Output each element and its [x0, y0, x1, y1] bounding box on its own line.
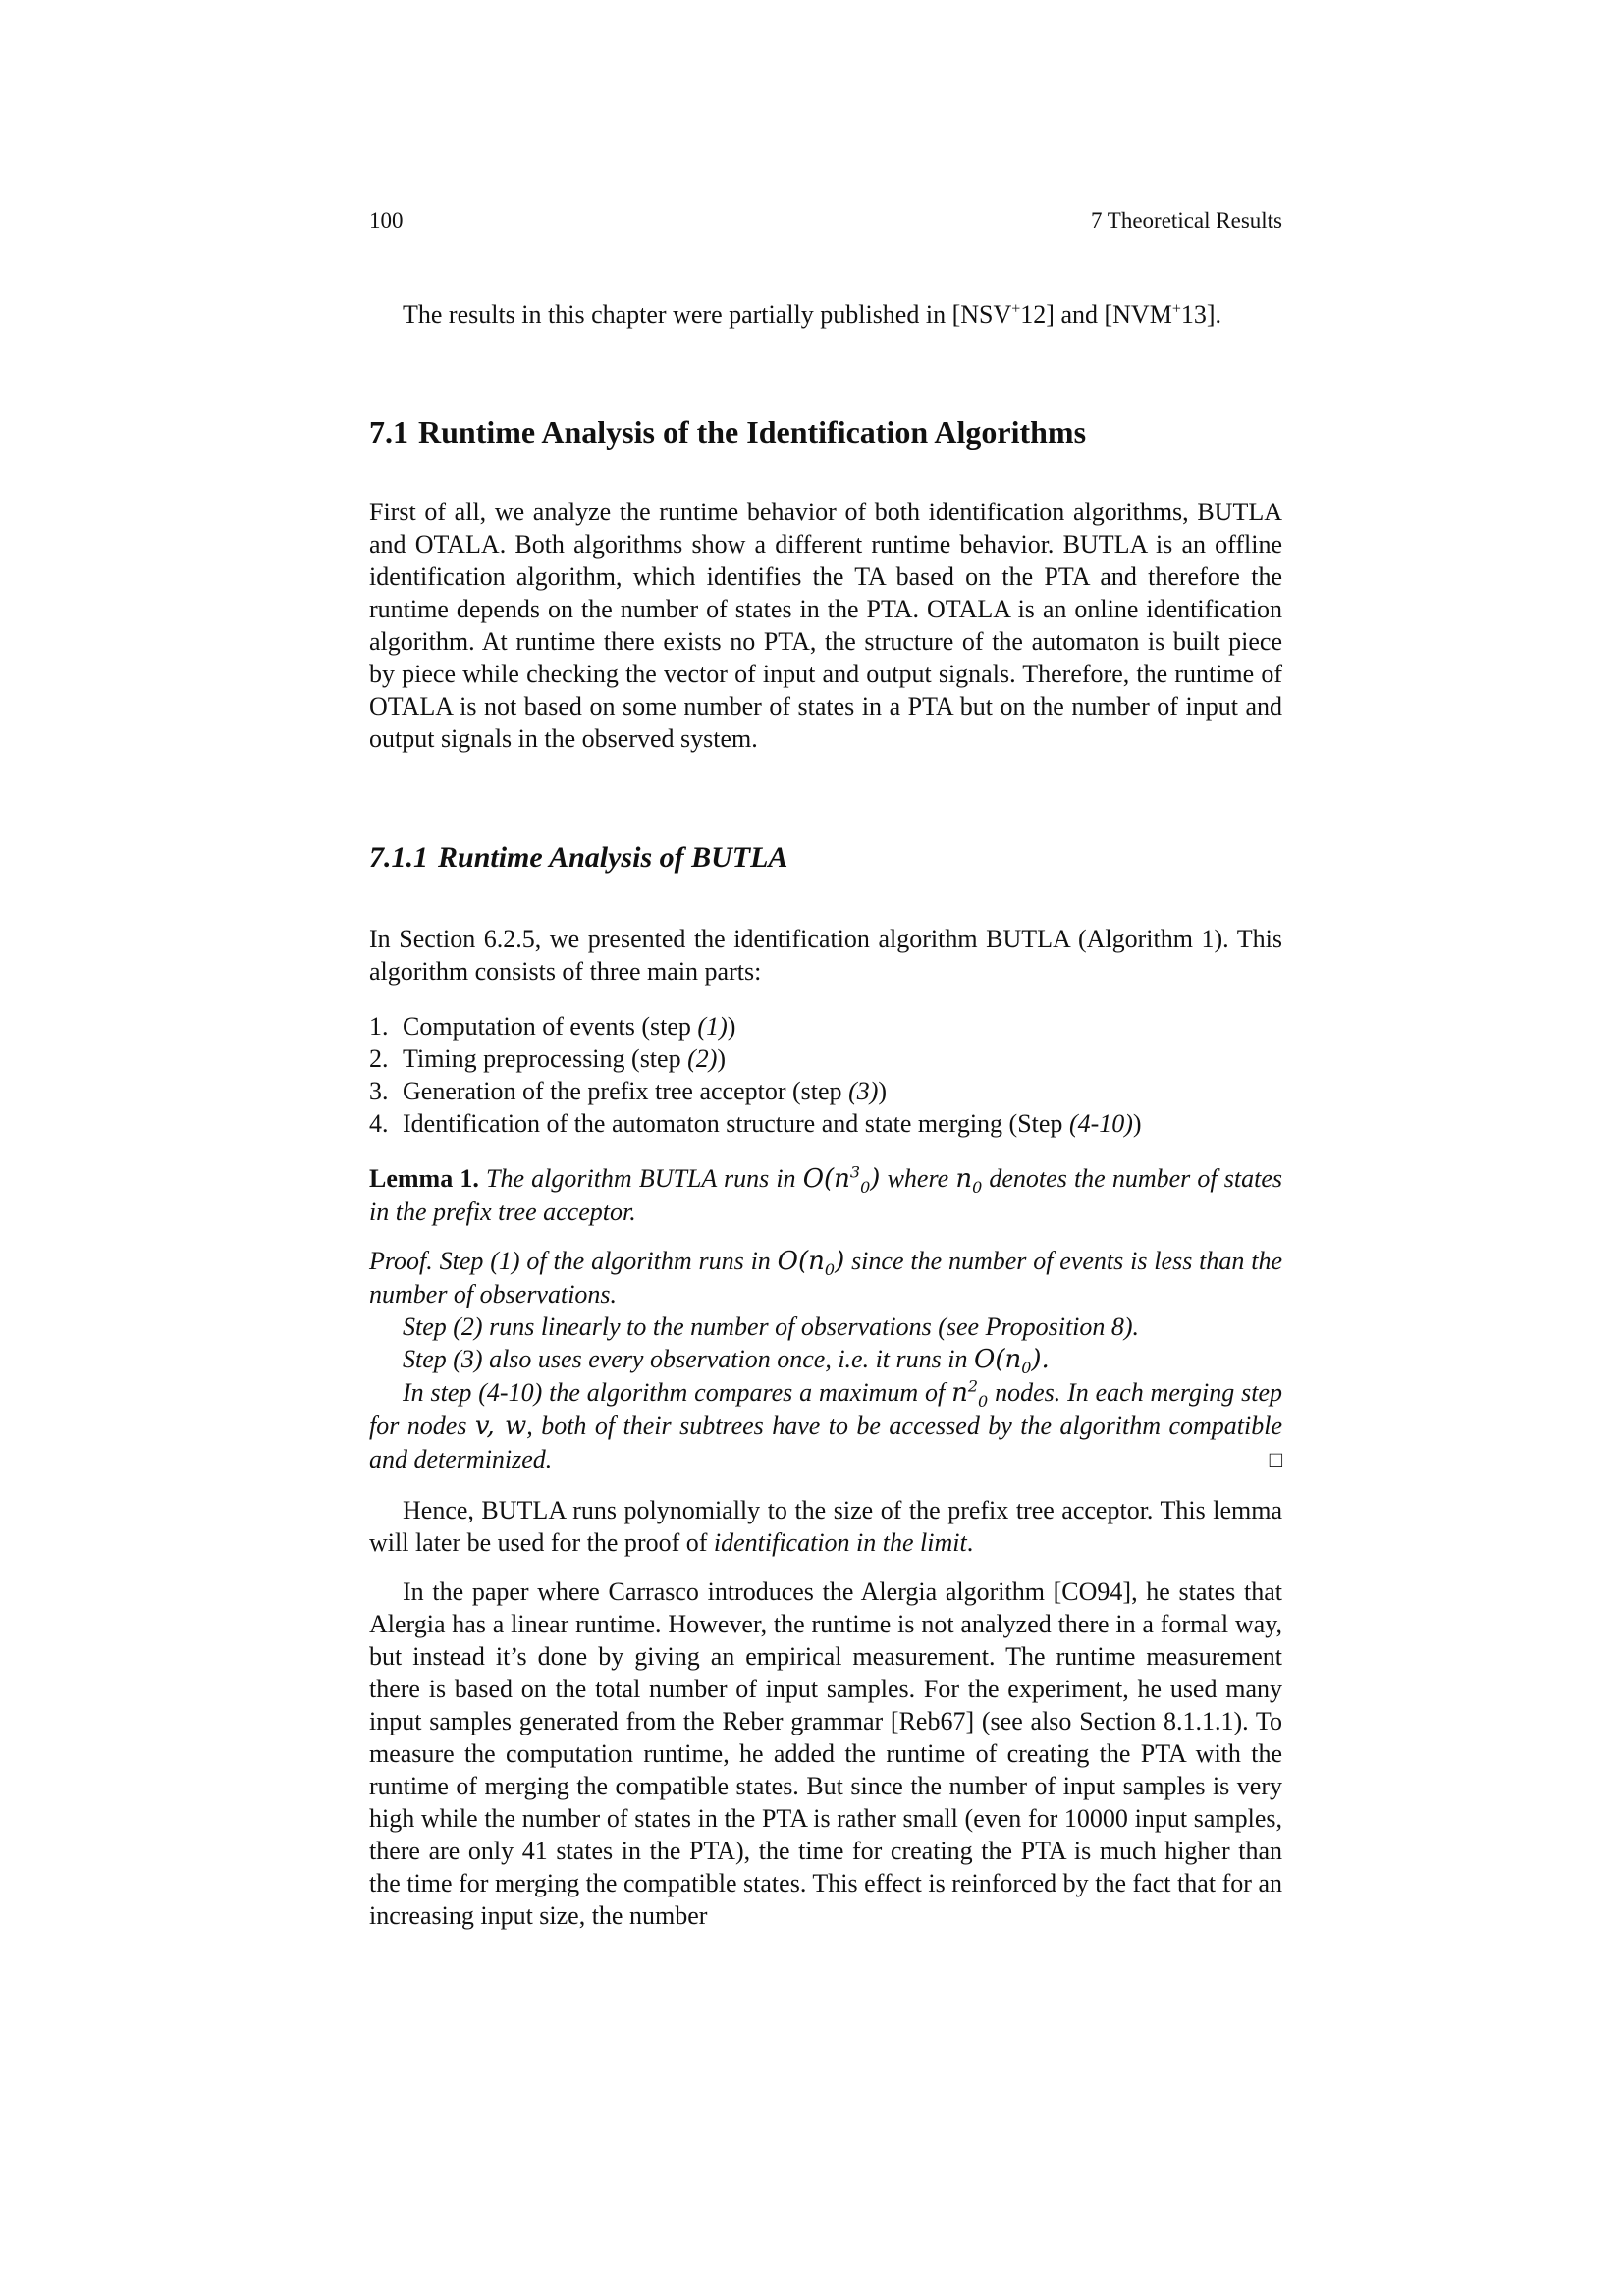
list-item: 3. Generation of the prefix tree acceptor (step (3)): [369, 1077, 888, 1105]
proof-step-1: Proof. Step (1) of the algorithm runs in $O(n_0)$ since the number of events is less than the number of observations.: [369, 1247, 1282, 1308]
running-title: 7 Theoretical Results: [1090, 208, 1282, 233]
page-number: 100: [369, 208, 404, 233]
subsection-heading: 7.1.1 Runtime Analysis of BUTLA: [369, 841, 788, 874]
section-heading: 7.1 Runtime Analysis of the Identification Algorithms: [369, 414, 1087, 450]
paragraph-runtime-overview: First of all, we analyze the runtime behavior of both identification algorithms, BUTLA and OTALA. Both algorithms show a different runtime behavior. BUTLA is an offline identification algorithm, which identifies the TA based on the PTA and therefore the runtime depends on the number of states in the PTA. OTALA is an online identification algorithm. At runtime there exists no PTA, the structure of the automaton is built piece by piece while checking the vector of input and output signals. Therefore, the runtime of OTALA is not based on some number of states in a PTA but on the number of input and output signals in the observed system.: [369, 498, 1282, 753]
proof-step-4: In step (4-10) the algorithm compares a maximum of $n^2_0$ nodes. In each merging step for nodes v, w, both of their subtrees have to be accessed by the algorithm compatible and determinized. □: [369, 1376, 1283, 1473]
list-item: 4. Identification of the automaton structure and state merging (Step (4-10)): [369, 1109, 1142, 1138]
paragraph-butla-parts: In Section 6.2.5, we presented the identification algorithm BUTLA (Algorithm 1). This algorithm consists of three main parts:: [369, 925, 1282, 986]
proof-step-3: Step (3) also uses every observation once, i.e. it runs in $O(n_0)$.: [403, 1345, 1050, 1378]
steps-list: [369, 1010, 1282, 1140]
paragraph-carrasco: In the paper where Carrasco introduces the Alergia algorithm [CO94], he states that Alergia has a linear runtime. However, the runtime is not analyzed there in a formal way, but instead it’s done by giving an empirical measurement. The runtime measurement there is based on the total number of input samples. For the experiment, he used many input samples generated from the Reber grammar [Reb67] (see also Section 8.1.1.1). To measure the computation runtime, he added the runtime of creating the PTA with the runtime of merging the compatible states. But since the number of input samples is very high while the number of states in the PTA is rather small (even for 10000 input samples, there are only 41 states in the PTA), the time for creating the PTA is much higher than the time for merging the compatible states. This effect is reinforced by the fact that for an increasing input size, the number: [369, 1577, 1282, 1930]
lemma-label: Lemma 1.: [369, 1164, 479, 1193]
proof-block: [369, 1245, 1282, 1475]
list-item: 1. Computation of events (step (1)): [369, 1012, 736, 1041]
intro-paragraph: The results in this chapter were partially published in [NSV+12] and [NVM+13].: [403, 300, 1222, 329]
paragraph-hence: Hence, BUTLA runs polynomially to the size of the prefix tree acceptor. This lemma will later be used for the proof of identification in the limit.: [369, 1496, 1282, 1557]
qed-icon: □: [1269, 1447, 1282, 1471]
proof-step-2: Step (2) runs linearly to the number of observations (see Proposition 8).: [403, 1312, 1140, 1341]
list-item: 2. Timing preprocessing (step (2)): [369, 1044, 727, 1073]
lemma-1: Lemma 1. The algorithm BUTLA runs in $O(n^3_0)$ where $n_0$ denotes the number of states in the prefix tree acceptor.: [369, 1162, 1283, 1226]
